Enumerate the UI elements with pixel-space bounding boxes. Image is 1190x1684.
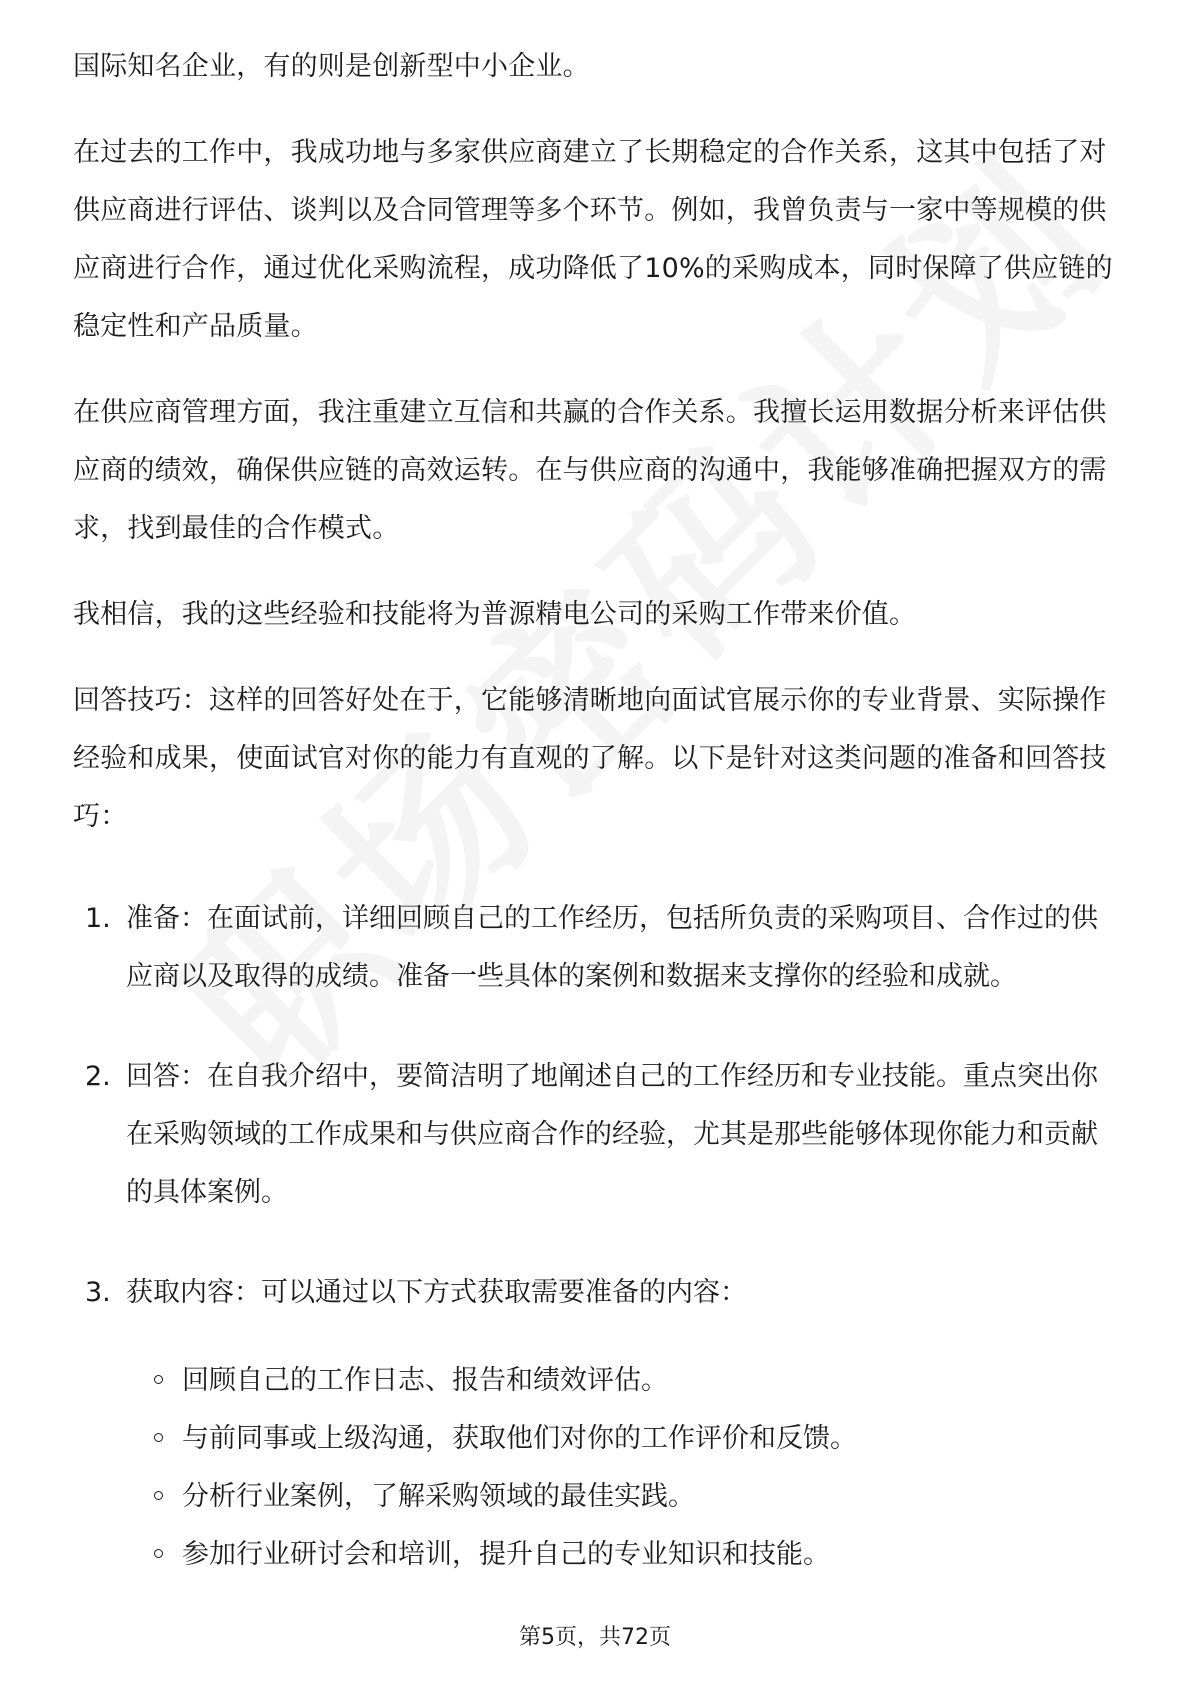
list-number: 1. bbox=[85, 903, 111, 934]
list-item bbox=[73, 890, 1123, 1006]
paragraph-conclusion: 我相信，我的这些经验和技能将为普源精电公司的采购工作带来价值。 bbox=[73, 599, 917, 630]
hollow-bullet-icon bbox=[154, 1433, 163, 1442]
list-item-text: 准备：在面试前，详细回顾自己的工作经历，包括所负责的采购项目、合作过的供应商以及取得的成绩。准备一些具体的案例和数据来支撑你的经验和成就。 bbox=[126, 903, 1098, 992]
list-number: 2. bbox=[85, 1061, 111, 1092]
list-item bbox=[73, 1264, 1123, 1584]
list-item-text: 获取内容：可以通过以下方式获取需要准备的内容： bbox=[126, 1277, 747, 1308]
paragraph-experience: 在过去的工作中，我成功地与多家供应商建立了长期稳定的合作关系，这其中包括了对供应商进行评估、谈判以及合同管理等多个环节。例如，我曾负责与一家中等规模的供应商进行合作，通过优化采购流程，成功降低了10%的采购成本，同时保障了供应链的稳定性和产品质量。 bbox=[73, 137, 1113, 342]
list-item-text: 回答：在自我介绍中，要简洁明了地阐述自己的工作经历和专业技能。重点突出你在采购领域的工作成果和与供应商合作的经验，尤其是那些能够体现你能力和贡献的具体案例。 bbox=[126, 1061, 1098, 1208]
hollow-bullet-icon bbox=[154, 1549, 163, 1558]
hollow-bullet-icon bbox=[154, 1375, 163, 1384]
sub-list-item-text: 参加行业研讨会和培训，提升自己的专业知识和技能。 bbox=[182, 1539, 830, 1570]
sub-list-item bbox=[154, 1410, 1123, 1468]
sub-list-item bbox=[154, 1468, 1123, 1526]
paragraph-intro: 国际知名企业，有的则是创新型中小企业。 bbox=[73, 51, 590, 82]
tips-list bbox=[73, 890, 1123, 1584]
sub-list-item-text: 与前同事或上级沟通，获取他们对你的工作评价和反馈。 bbox=[182, 1423, 857, 1454]
page-number: 第5页，共72页 bbox=[519, 1625, 671, 1650]
sub-list bbox=[154, 1352, 1123, 1584]
paragraph-supplier-management: 在供应商管理方面，我注重建立互信和共赢的合作关系。我擅长运用数据分析来评估供应商的绩效，确保供应链的高效运转。在与供应商的沟通中，我能够准确把握双方的需求，找到最佳的合作模式。 bbox=[73, 397, 1107, 544]
sub-list-item-text: 分析行业案例，了解采购领域的最佳实践。 bbox=[182, 1481, 695, 1512]
paragraph-tips: 回答技巧：这样的回答好处在于，它能够清晰地向面试官展示你的专业背景、实际操作经验和成果，使面试官对你的能力有直观的了解。以下是针对这类问题的准备和回答技巧： bbox=[73, 685, 1107, 832]
sub-list-item bbox=[154, 1352, 1123, 1410]
hollow-bullet-icon bbox=[154, 1491, 163, 1500]
list-item bbox=[73, 1048, 1123, 1222]
list-number: 3. bbox=[85, 1277, 111, 1308]
sub-list-item bbox=[154, 1526, 1123, 1584]
document-page bbox=[73, 38, 1123, 1626]
sub-list-item-text: 回顾自己的工作日志、报告和绩效评估。 bbox=[182, 1365, 668, 1396]
